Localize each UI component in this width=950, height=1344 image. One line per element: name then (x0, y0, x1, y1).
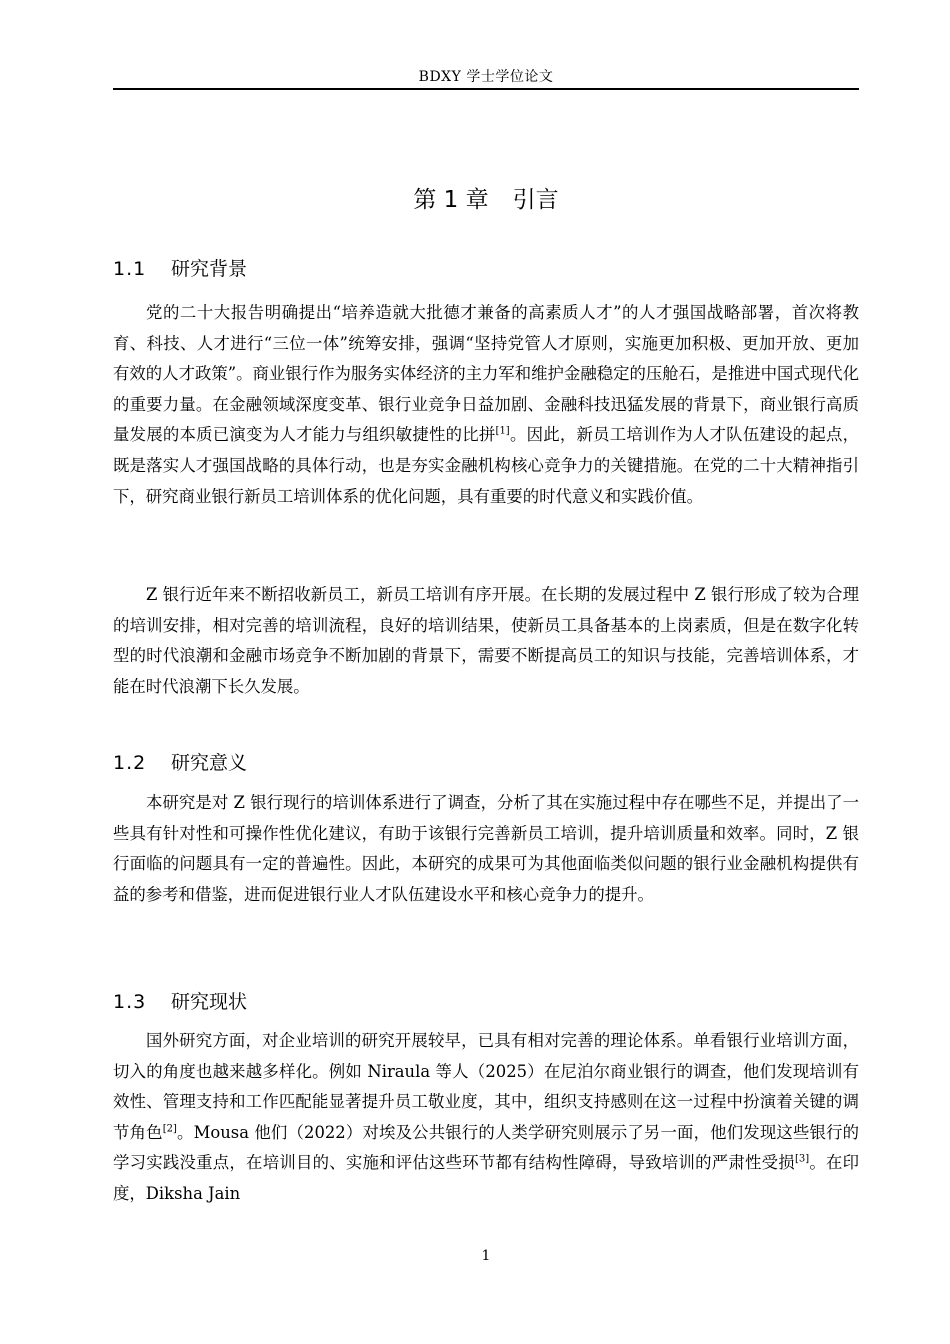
chapter-number: 第 1 章 (413, 187, 489, 213)
citation-2: [2] (162, 1123, 177, 1135)
section-title: 研究意义 (171, 752, 248, 774)
page-number: 1 (481, 1248, 491, 1264)
section-heading-1-3 (113, 987, 859, 1014)
running-header: BDXY 学士学位论文 (418, 69, 554, 85)
section-title: 研究背景 (171, 258, 248, 280)
section-number: 1.1 (113, 258, 147, 280)
paragraph-status: 国外研究方面，对企业培训的研究开展较早，已具有相对完善的理论体系。单看银行业培训方面，切入的角度也越来越多样化。例如 Niraula 等人（2025）在尼泊尔商业银行的调查，他们发现培训有效性、管理支持和工作匹配能显著提升员工敬业度，其中，组织支持感则在这一过程中扮演着关键的调节角色[2]。Mousa 他们（2022）对埃及公共银行的人类学研究则展示了另一面，他们发现这些银行的学习实践没重点，在培训目的、实施和评估这些环节都有结构性障碍，导致培训的严肃性受损[3]。在印度，Diksha Jain (113, 1031, 860, 1203)
paragraph-significance: 本研究是对 Z 银行现行的培训体系进行了调查，分析了其在实施过程中存在哪些不足，并提出了一些具有针对性和可操作性优化建议，有助于该银行完善新员工培训，提升培训质量和效率。同时，Z 银行面临的问题具有一定的普遍性。因此，本研究的成果可为其他面临类似问题的银行业金融机构提供有益的参考和借鉴，进而促进银行业人才队伍建设水平和核心竞争力的提升。 (113, 793, 859, 904)
section-heading-1-2 (113, 748, 859, 775)
section-heading-1-1 (113, 254, 859, 281)
section-title: 研究现状 (171, 991, 248, 1013)
header-rule (113, 88, 859, 90)
paragraph-background-2: Z 银行近年来不断招收新员工，新员工培训有序开展。在长期的发展过程中 Z 银行形成了较为合理的培训安排，相对完善的培训流程，良好的培训结果，使新员工具备基本的上岗素质，但是在数字化转型的时代浪潮和金融市场竞争不断加剧的背景下，需要不断提高员工的知识与技能，完善培训体系，才能在时代浪潮下长久发展。 (113, 585, 859, 696)
citation-1: [1] (495, 425, 510, 437)
paragraph-background-1: 党的二十大报告明确提出“培养造就大批德才兼备的高素质人才”的人才强国战略部署，首次将教育、科技、人才进行“三位一体”统筹安排，强调“坚持党管人才原则，实施更加积极、更加开放、更加有效的人才政策”。商业银行作为服务实体经济的主力军和维护金融稳定的压舱石，是推进中国式现代化的重要力量。在金融领域深度变革、银行业竞争日益加剧、金融科技迅猛发展的背景下，商业银行高质量发展的本质已演变为人才能力与组织敏捷性的比拼[1]。因此，新员工培训作为人才队伍建设的起点，既是落实人才强国战略的具体行动，也是夯实金融机构核心竞争力的关键措施。在党的二十大精神指引下，研究商业银行新员工培训体系的优化问题，具有重要的时代意义和实践价值。 (113, 303, 859, 506)
chapter-title: 引言 (512, 187, 559, 213)
section-number: 1.3 (113, 991, 147, 1013)
citation-3: [3] (794, 1153, 810, 1165)
section-number: 1.2 (113, 752, 147, 774)
chapter-heading (113, 181, 859, 214)
